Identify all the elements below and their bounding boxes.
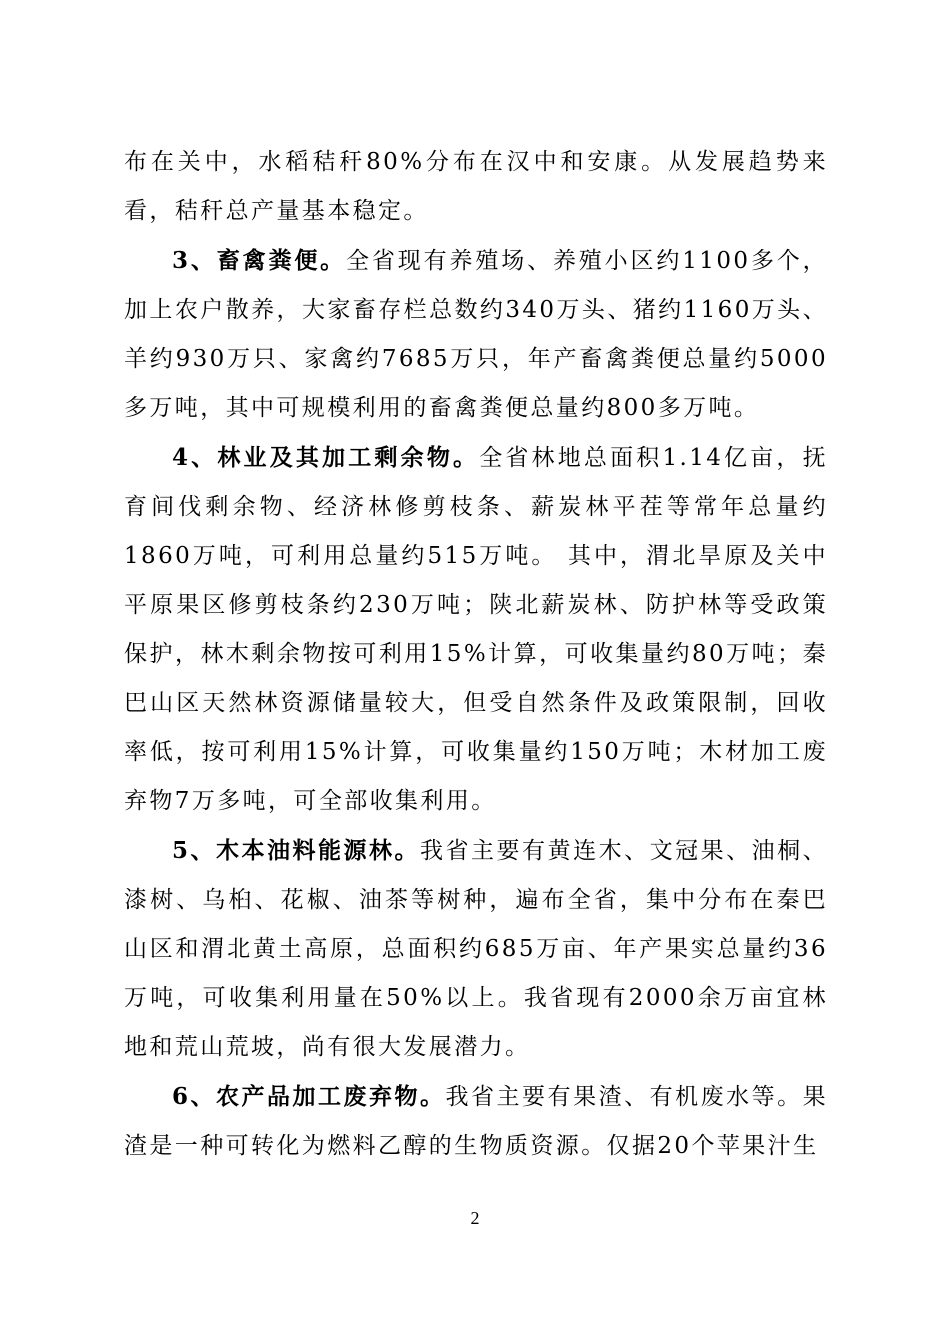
paragraph-woody-oil-forest — [124, 826, 828, 1072]
paragraph-text: 全省现有养殖场、养殖小区约1100多个，加上农户散养，大家畜存栏总数约340万头、猪约1160万头、羊约930万只、家禽约7685万只，年产畜禽粪便总量约5000多万吨，其中可规模利用的畜禽粪便总量约800多万吨。 — [124, 248, 828, 421]
paragraph-livestock-manure — [124, 236, 828, 433]
paragraph-heading: 3、畜禽粪便。 — [172, 247, 347, 274]
paragraph-agri-processing-waste — [124, 1072, 828, 1171]
paragraph-text: 全省林地总面积1.14亿亩，抚育间伐剩余物、经济林修剪枝条、薪炭林平茬等常年总量约1860万吨，可利用总量约515万吨。 其中，渭北旱原及关中平原果区修剪枝条约230万吨；陕北薪炭林、防护林等受政策保护，林木剩余物按可利用15%计算，可收集量约80万吨；秦巴山区天然林资源储量较大，但受自然条件及政策限制，回收率低，按可利用15%计算，可收集量约150万吨；木材加工废弃物7万多吨，可全部收集利用。 — [124, 445, 828, 814]
paragraph-continuation — [124, 138, 828, 236]
paragraph-heading: 6、农产品加工废弃物。 — [172, 1083, 446, 1110]
paragraph-text: 布在关中，水稻秸秆80%分布在汉中和安康。从发展趋势来看，秸秆总产量基本稳定。 — [124, 149, 828, 224]
paragraph-heading: 4、林业及其加工剩余物。 — [172, 444, 480, 471]
document-body — [124, 138, 828, 1171]
paragraph-text: 我省主要有果渣、有机废水等。果渣是一种可转化为燃料乙醇的生物质资源。仅据20个苹果汁生 — [124, 1084, 828, 1159]
paragraph-heading: 5、木本油料能源林。 — [172, 837, 421, 864]
paragraph-forestry-residues — [124, 433, 828, 826]
paragraph-text: 我省主要有黄连木、文冠果、油桐、漆树、乌桕、花椒、油茶等树种，遍布全省，集中分布在秦巴山区和渭北黄土高原，总面积约685万亩、年产果实总量约36万吨，可收集利用量在50%以上。我省现有2000余万亩宜林地和荒山荒坡，尚有很大发展潜力。 — [124, 838, 828, 1060]
page-number: 2 — [470, 1208, 480, 1228]
